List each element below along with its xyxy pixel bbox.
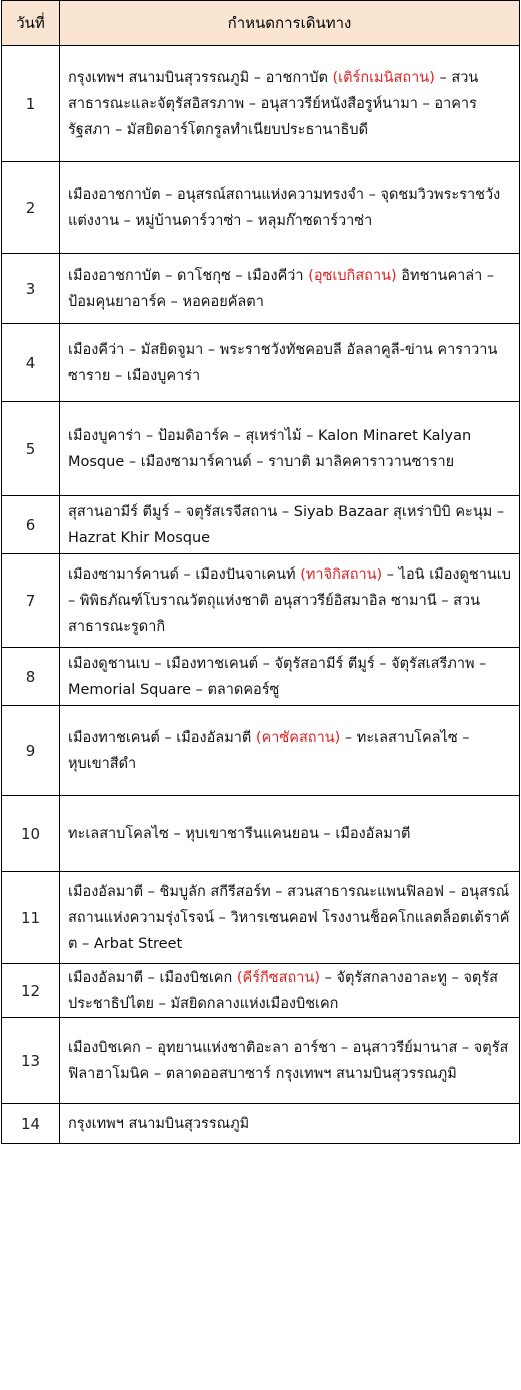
- table-row: [2, 162, 520, 254]
- itinerary-text: – ทะเลสาบโคลไซ – หุบเขาสีดำ: [68, 729, 470, 772]
- itinerary-text: เมืองอาชกาบัต – ดาโชกุซ – เมืองคีว่า: [68, 267, 309, 284]
- table-row: [2, 964, 520, 1018]
- itinerary-description: [60, 1104, 520, 1144]
- table-row: [2, 648, 520, 706]
- country-label: (เติร์กเมนิสถาน): [332, 69, 435, 86]
- country-label: (อุซเบกิสถาน): [308, 267, 397, 284]
- itinerary-text: กรุงเทพฯ สนามบินสุวรรณภูมิ: [68, 1115, 250, 1132]
- day-number: 13: [2, 1018, 60, 1104]
- day-number: 11: [2, 872, 60, 964]
- day-number: 2: [2, 162, 60, 254]
- itinerary-text: เมืองบูคาร่า – ป้อมดิอาร์ค – สุเหร่าไม้ – Kalon Minaret Kalyan Mosque – เมืองซามาร์คานด์ – ราบาติ มาลิคคาราวานซาราย: [68, 427, 472, 470]
- table-row: [2, 1104, 520, 1144]
- table-row: [2, 554, 520, 648]
- itinerary-text: กรุงเทพฯ สนามบินสุวรรณภูมิ – อาชกาบัต: [68, 69, 333, 86]
- header-row: [2, 1, 520, 46]
- day-number: 8: [2, 648, 60, 706]
- itinerary-description: [60, 162, 520, 254]
- itinerary-description: [60, 254, 520, 324]
- table-row: [2, 496, 520, 554]
- day-number: 7: [2, 554, 60, 648]
- itinerary-text: เมืองทาชเคนต์ – เมืองอัลมาตี: [68, 729, 256, 746]
- table-row: [2, 254, 520, 324]
- day-number: 6: [2, 496, 60, 554]
- table-row: [2, 706, 520, 796]
- itinerary-text: เมืองคีว่า – มัสยิดจูมา – พระราชวังทัชคอบลี อัลลาคูลี-ข่าน คาราวานซาราย – เมืองบูคาร่า: [68, 341, 498, 384]
- itinerary-text: เมืองดูชานเบ – เมืองทาชเคนต์ – จัตุรัสอามีร์ ตีมูร์ – จัตุรัสเสรีภาพ – Memorial Square – ตลาดคอร์ซู: [68, 655, 487, 698]
- itinerary-description: [60, 964, 520, 1018]
- table-row: [2, 1018, 520, 1104]
- table-row: [2, 796, 520, 872]
- itinerary-table: [1, 0, 520, 1144]
- table-row: [2, 402, 520, 496]
- itinerary-text: สุสานอามีร์ ตีมูร์ – จตุรัสเรจีสถาน – Siyab Bazaar สุเหร่าบิบิ คะนุม – Hazrat Khir Mosque: [68, 503, 505, 546]
- day-number: 4: [2, 324, 60, 402]
- itinerary-description: [60, 402, 520, 496]
- country-label: (คาซัคสถาน): [255, 729, 341, 746]
- day-number: 14: [2, 1104, 60, 1144]
- table-row: [2, 324, 520, 402]
- itinerary-text: เมืองอาชกาบัต – อนุสรณ์สถานแห่งความทรงจำ – จุดชมวิวพระราชวังแต่งงาน – หมู่บ้านดาร์วาซ่า – หลุมก๊าซดาร์วาซ่า: [68, 186, 501, 229]
- country-label: (ทาจิกิสถาน): [300, 566, 383, 583]
- table-row: [2, 872, 520, 964]
- header-itinerary: กำหนดการเดินทาง: [60, 1, 520, 46]
- itinerary-text: อิทชานคาล่า – ป้อมคุนยาอาร์ค – หอคอยคัลตา: [68, 267, 495, 310]
- table-row: [2, 46, 520, 162]
- day-number: 1: [2, 46, 60, 162]
- itinerary-description: [60, 872, 520, 964]
- day-number: 12: [2, 964, 60, 1018]
- itinerary-text: เมืองอัลมาตี – ชิมบูลัก สกีรีสอร์ท – สวนสาธารณะแพนฟิลอฟ – อนุสรณ์สถานแห่งความรุ่งโรจน์ – วิหารเซนคอฟ โรงงานช็อคโกแลตล็อตเต้ราคัต – Arbat Street: [68, 883, 510, 952]
- itinerary-text: – จัตุรัสกลางอาละทู – จตุรัสประชาธิปไตย – มัสยิดกลางแห่งเมืองบิชเคก: [68, 969, 498, 1012]
- itinerary-text: เมืองบิชเคก – อุทยานแห่งชาติอะลา อาร์ชา – อนุสาวรีย์มานาส – จตุรัสฟิลาฮาโมนิค – ตลาดออสบาซาร์ กรุงเทพฯ สนามบินสุวรรณภูมิ: [68, 1039, 509, 1082]
- day-number: 9: [2, 706, 60, 796]
- itinerary-description: [60, 1018, 520, 1104]
- itinerary-description: [60, 554, 520, 648]
- country-label: (คีร์กีซสถาน): [236, 969, 320, 986]
- itinerary-description: [60, 648, 520, 706]
- itinerary-description: [60, 796, 520, 872]
- day-number: 5: [2, 402, 60, 496]
- itinerary-description: [60, 46, 520, 162]
- day-number: 10: [2, 796, 60, 872]
- itinerary-text: เมืองซามาร์คานด์ – เมืองปันจาเคนท์: [68, 566, 301, 583]
- day-number: 3: [2, 254, 60, 324]
- header-day: วันที่: [2, 1, 60, 46]
- itinerary-text: – สวนสาธารณะและจัตุรัสอิสรภาพ – อนุสาวรีย์หนังสือรูห์นามา – อาคารรัฐสภา – มัสยิดอาร์โตกรูลทำเนียบประธานาธิบดี: [68, 69, 479, 138]
- itinerary-description: [60, 324, 520, 402]
- itinerary-text: – ไอนิ เมืองดูชานเบ – พิพิธภัณฑ์โบราณวัตถุแห่งชาติ อนุสาวรีย์อิสมาอิล ซามานี – สวนสาธารณะรูดากิ: [68, 566, 511, 635]
- itinerary-text: เมืองอัลมาตี – เมืองบิชเคก: [68, 969, 237, 986]
- itinerary-description: [60, 496, 520, 554]
- itinerary-text: ทะเลสาบโคลไซ – หุบเขาชารีนแคนยอน – เมืองอัลมาตี: [68, 825, 411, 842]
- itinerary-description: [60, 706, 520, 796]
